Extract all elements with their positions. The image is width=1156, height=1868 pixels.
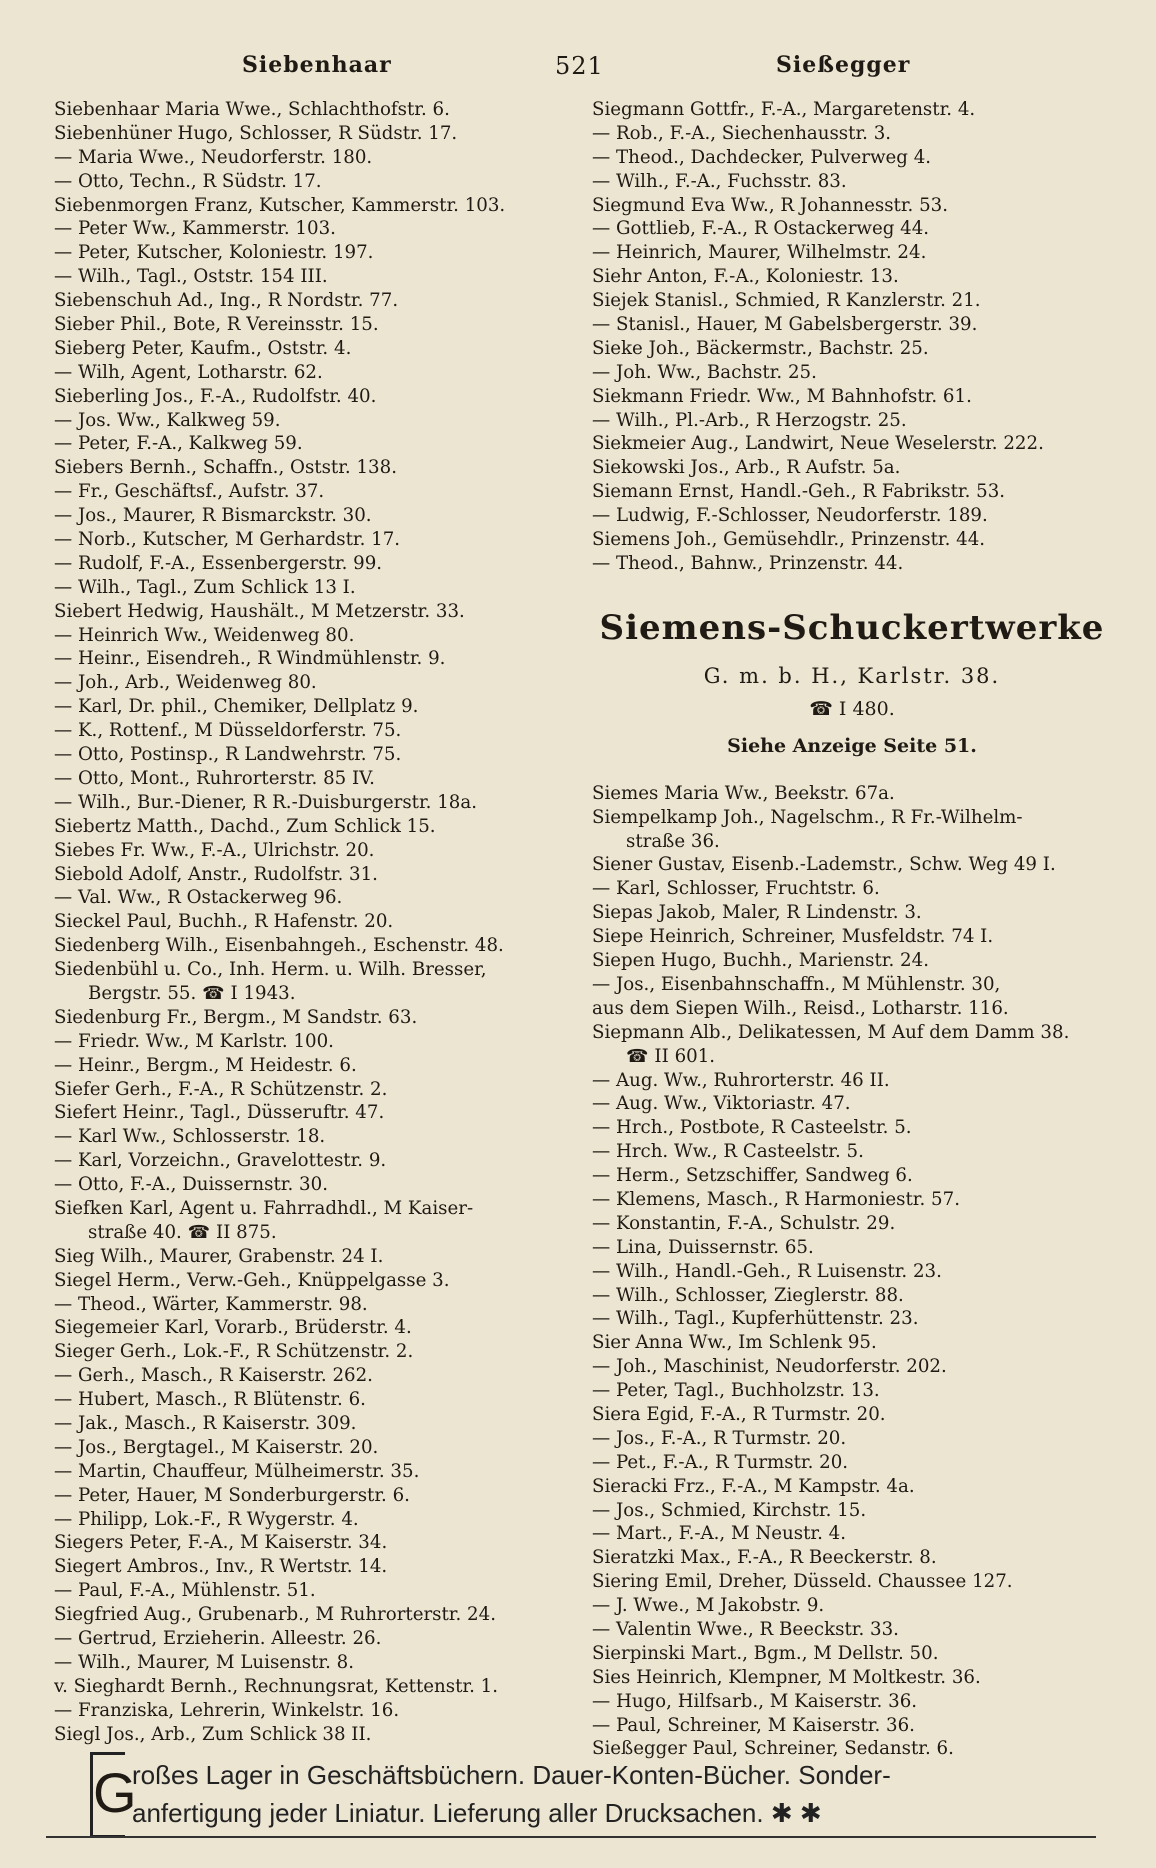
advert-subtitle: G. m. b. H., Karlstr. 38. [703, 663, 1001, 688]
directory-entry: — Joh., Maschinist, Neudorferstr. 202. [592, 1356, 947, 1378]
directory-entry: — J. Wwe., M Jakobstr. 9. [592, 1595, 825, 1617]
directory-entry: — Wilh., Tagl., Oststr. 154 III. [54, 266, 328, 288]
directory-entry: — Jos., Eisenbahnschaffn., M Mühlenstr. 30, [592, 973, 1001, 995]
directory-entry: — Hubert, Masch., R Blütenstr. 6. [54, 1389, 366, 1411]
page-number: 521 [555, 52, 604, 80]
directory-entry: Siebenschuh Ad., Ing., R Nordstr. 77. [54, 290, 399, 312]
directory-entry: — K., Rottenf., M Düsseldorferstr. 75. [54, 720, 402, 742]
directory-entry: Sieger Gerh., Lok.-F., R Schützenstr. 2. [54, 1341, 414, 1363]
directory-entry: Siefken Karl, Agent u. Fahrradhdl., M Kaiser- [54, 1197, 474, 1219]
directory-entry: — Theod., Dachdecker, Pulverweg 4. [592, 146, 932, 168]
directory-entry: — Aug. Ww., Viktoriastr. 47. [592, 1093, 851, 1115]
directory-entry: — Otto, Postinsp., R Landwehrstr. 75. [54, 744, 402, 766]
directory-entry: — Heinrich Ww., Weidenweg 80. [54, 624, 355, 646]
directory-entry: — Gottlieb, F.-A., R Ostackerweg 44. [592, 218, 930, 240]
directory-entry: Siener Gustav, Eisenb.-Lademstr., Schw. Weg 49 I. [592, 854, 1056, 876]
directory-entry: Siebenhüner Hugo, Schlosser, R Südstr. 17. [54, 122, 458, 144]
directory-entry: — Peter, Hauer, M Sonderburgerstr. 6. [54, 1484, 410, 1506]
directory-entry: — Joh. Ww., Bachstr. 25. [592, 361, 817, 383]
directory-entry: — Wilh., Handl.-Geh., R Luisenstr. 23. [592, 1260, 942, 1282]
directory-entry: — Jos., Schmied, Kirchstr. 15. [592, 1499, 867, 1521]
directory-entry: — Valentin Wwe., R Beeckstr. 33. [592, 1618, 899, 1640]
directory-entry: — Wilh., Maurer, M Luisenstr. 8. [54, 1651, 355, 1673]
directory-entry: — Hrch. Ww., R Casteelstr. 5. [592, 1141, 864, 1163]
directory-entry: Siedenberg Wilh., Eisenbahngeh., Eschenstr. 48. [54, 935, 504, 957]
directory-entry: — Wilh, Agent, Lotharstr. 62. [54, 361, 323, 383]
footer-advert [132, 1756, 1062, 1832]
directory-entry: — Karl, Schlosser, Fruchtstr. 6. [592, 878, 880, 900]
directory-entry: — Aug. Ww., Ruhrorterstr. 46 II. [592, 1069, 890, 1091]
directory-entry: Sieckel Paul, Buchh., R Hafenstr. 20. [54, 911, 394, 933]
directory-entry: — Lina, Duissernstr. 65. [592, 1236, 814, 1258]
directory-entry: — Karl, Vorzeichn., Gravelottestr. 9. [54, 1150, 387, 1172]
directory-entry: Siepmann Alb., Delikatessen, M Auf dem Damm 38. [592, 1021, 1070, 1043]
directory-entry: Siebert Hedwig, Haushält., M Metzerstr. 33. [54, 600, 465, 622]
directory-entry: Sierpinski Mart., Bgm., M Dellstr. 50. [592, 1642, 939, 1664]
directory-entry: — Jos. Ww., Kalkweg 59. [54, 409, 281, 431]
directory-entry: Sieberling Jos., F.-A., Rudolfstr. 40. [54, 385, 377, 407]
directory-entry: — Karl, Dr. phil., Chemiker, Dellplatz 9. [54, 696, 419, 718]
directory-entry: — Jak., Masch., R Kaiserstr. 309. [54, 1412, 357, 1434]
directory-entry: — Jos., Maurer, R Bismarckstr. 30. [54, 505, 372, 527]
directory-entry: Bergstr. 55. ☎ I 1943. [88, 982, 296, 1004]
directory-entry: — Hugo, Hilfsarb., M Kaiserstr. 36. [592, 1690, 918, 1712]
directory-entry: — Theod., Wärter, Kammerstr. 98. [54, 1293, 368, 1315]
directory-entry: — Wilh., Pl.-Arb., R Herzogstr. 25. [592, 409, 907, 431]
directory-entry: Siegert Ambros., Inv., R Wertstr. 14. [54, 1556, 388, 1578]
directory-entry: Siefer Gerh., F.-A., R Schützenstr. 2. [54, 1078, 388, 1100]
directory-entry: Siejek Stanisl., Schmied, R Kanzlerstr. 21. [592, 290, 981, 312]
advert-title: Siemens-Schuckertwerke [599, 607, 1105, 648]
directory-entry: Siepas Jakob, Maler, R Lindenstr. 3. [592, 902, 922, 924]
directory-entry: Siedenbühl u. Co., Inh. Herm. u. Wilh. Bresser, [54, 959, 487, 981]
directory-entry: Siebes Fr. Ww., F.-A., Ulrichstr. 20. [54, 839, 375, 861]
directory-entry: — Peter, Kutscher, Koloniestr. 197. [54, 242, 374, 264]
advert-phone: ☎ I 480. [809, 697, 895, 720]
directory-entry: — Martin, Chauffeur, Mülheimerstr. 35. [54, 1460, 420, 1482]
directory-entry: — Jos., F.-A., R Turmstr. 20. [592, 1427, 847, 1449]
directory-entry: — Konstantin, F.-A., Schulstr. 29. [592, 1212, 896, 1234]
footer-rule [46, 1836, 1096, 1838]
directory-entry: — Peter, F.-A., Kalkweg 59. [54, 433, 303, 455]
directory-entry: Siegel Herm., Verw.-Geh., Knüppelgasse 3. [54, 1269, 450, 1291]
directory-entry: Sießegger Paul, Schreiner, Sedanstr. 6. [592, 1738, 954, 1760]
directory-entry: — Gerh., Masch., R Kaiserstr. 262. [54, 1365, 373, 1387]
directory-entry: — Paul, F.-A., Mühlenstr. 51. [54, 1580, 316, 1602]
directory-entry: Sies Heinrich, Klempner, M Moltkestr. 36. [592, 1666, 981, 1688]
directory-entry: Sieke Joh., Bäckermstr., Bachstr. 25. [592, 337, 929, 359]
directory-entry: — Peter, Tagl., Buchholzstr. 13. [592, 1380, 880, 1402]
directory-entry: Siegmann Gottfr., F.-A., Margaretenstr. 4. [592, 99, 976, 120]
directory-entry: — Otto, Mont., Ruhrorterstr. 85 IV. [54, 767, 375, 789]
directory-entry: — Peter Ww., Kammerstr. 103. [54, 218, 336, 240]
directory-entry: Siemann Ernst, Handl.-Geh., R Fabrikstr. 53. [592, 481, 1006, 503]
directory-entry: ☎ II 601. [626, 1045, 716, 1067]
directory-entry: v. Sieghardt Bernh., Rechnungsrat, Kettenstr. 1. [54, 1675, 499, 1697]
right-column-bottom-entries [592, 782, 1112, 1762]
directory-entry: — Mart., F.-A., M Neustr. 4. [592, 1523, 847, 1545]
directory-entry: — Wilh., Bur.-Diener, R R.-Duisburgerstr. 18a. [54, 791, 477, 813]
directory-entry: — Val. Ww., R Ostackerweg 96. [54, 887, 343, 909]
directory-entry: — Theod., Bahnw., Prinzenstr. 44. [592, 552, 904, 574]
directory-entry: — Karl Ww., Schlosserstr. 18. [54, 1126, 326, 1148]
directory-entry: Siepen Hugo, Buchh., Marienstr. 24. [592, 950, 929, 972]
directory-entry: — Rob., F.-A., Siechenhausstr. 3. [592, 122, 892, 144]
directory-entry: — Franziska, Lehrerin, Winkelstr. 16. [54, 1699, 400, 1721]
footer-line-1: roßes Lager in Geschäftsbüchern. Dauer-Konten-Bücher. Sonder- [132, 1760, 891, 1790]
footer-initial: G [90, 1752, 125, 1838]
directory-entry: Siebenmorgen Franz, Kutscher, Kammerstr. 103. [54, 194, 506, 216]
directory-entry: — Wilh., Tagl., Kupferhüttenstr. 23. [592, 1308, 919, 1330]
directory-entry: — Heinrich, Maurer, Wilhelmstr. 24. [592, 242, 927, 264]
directory-entry: Siekowski Jos., Arb., R Aufstr. 5a. [592, 457, 901, 479]
directory-entry: Sier Anna Ww., Im Schlenk 95. [592, 1332, 877, 1354]
directory-entry: — Gertrud, Erzieherin. Alleestr. 26. [54, 1628, 382, 1649]
siemens-advert [592, 606, 1112, 766]
directory-entry: straße 40. ☎ II 875. [88, 1221, 277, 1243]
directory-entry: Siehr Anton, F.-A., Koloniestr. 13. [592, 266, 899, 288]
directory-entry: Siegl Jos., Arb., Zum Schlick 38 II. [54, 1723, 372, 1745]
directory-entry: — Stanisl., Hauer, M Gabelsbergerstr. 39. [592, 314, 978, 336]
directory-entry: — Wilh., Schlosser, Zieglerstr. 88. [592, 1284, 904, 1306]
directory-entry: Siering Emil, Dreher, Düsseld. Chaussee 127. [592, 1571, 1013, 1593]
directory-entry: — Friedr. Ww., M Karlstr. 100. [54, 1030, 334, 1052]
directory-entry: Siegemeier Karl, Vorarb., Brüderstr. 4. [54, 1317, 412, 1339]
directory-entry: Sieber Phil., Bote, R Vereinsstr. 15. [54, 314, 379, 336]
advert-reference: Siehe Anzeige Seite 51. [727, 734, 977, 757]
directory-entry: Siedenburg Fr., Bergm., M Sandstr. 63. [54, 1006, 418, 1028]
directory-entry: — Philipp, Lok.-F., R Wygerstr. 4. [54, 1508, 359, 1530]
directory-entry: — Joh., Arb., Weidenweg 80. [54, 672, 317, 694]
directory-entry: Sieratzki Max., F.-A., R Beeckerstr. 8. [592, 1547, 937, 1569]
directory-entry: — Wilh., F.-A., Fuchsstr. 83. [592, 170, 847, 192]
directory-entry: Siekmann Friedr. Ww., M Bahnhofstr. 61. [592, 385, 972, 407]
directory-entry: Siempelkamp Joh., Nagelschm., R Fr.-Wilhelm- [592, 806, 1023, 828]
directory-entry: Siera Egid, F.-A., R Turmstr. 20. [592, 1403, 886, 1425]
directory-entry: Siepe Heinrich, Schreiner, Musfeldstr. 74 I. [592, 926, 994, 948]
directory-entry: Siekmeier Aug., Landwirt, Neue Weselerstr. 222. [592, 433, 1044, 455]
directory-entry: aus dem Siepen Wilh., Reisd., Lotharstr. 116. [592, 997, 1009, 1019]
directory-entry: Siemens Joh., Gemüsehdlr., Prinzenstr. 44. [592, 529, 986, 551]
directory-entry: — Maria Wwe., Neudorferstr. 180. [54, 146, 373, 168]
left-column [54, 98, 584, 1746]
directory-entry: Sieracki Frz., F.-A., M Kampstr. 4a. [592, 1475, 915, 1497]
directory-entry: — Paul, Schreiner, M Kaiserstr. 36. [592, 1714, 915, 1736]
directory-entry: Siegers Peter, F.-A., M Kaiserstr. 34. [54, 1532, 388, 1554]
directory-entry: Siebold Adolf, Anstr., Rudolfstr. 31. [54, 863, 378, 885]
directory-entry: Siefert Heinr., Tagl., Düsseruftr. 47. [54, 1102, 385, 1124]
directory-entry: Sieg Wilh., Maurer, Grabenstr. 24 I. [54, 1245, 384, 1267]
directory-entry: Siebenhaar Maria Wwe., Schlachthofstr. 6. [54, 99, 450, 120]
directory-entry: — Heinr., Eisendreh., R Windmühlenstr. 9. [54, 648, 446, 670]
directory-entry: — Wilh., Tagl., Zum Schlick 13 I. [54, 576, 356, 598]
directory-entry: Siemes Maria Ww., Beekstr. 67a. [592, 782, 895, 804]
directory-entry: — Fr., Geschäftsf., Aufstr. 37. [54, 481, 325, 503]
directory-entry: Siegmund Eva Ww., R Johannesstr. 53. [592, 194, 949, 216]
footer-line-2: anfertigung jeder Liniatur. Lieferung aller Drucksachen. ✱ ✱ [132, 1798, 822, 1828]
directory-entry: — Rudolf, F.-A., Essenbergerstr. 99. [54, 552, 383, 574]
directory-entry: — Hrch., Postbote, R Casteelstr. 5. [592, 1117, 912, 1139]
directory-entry: — Otto, F.-A., Duissernstr. 30. [54, 1174, 328, 1196]
directory-entry: — Herm., Setzschiffer, Sandweg 6. [592, 1165, 913, 1187]
running-head-right: Sießegger [776, 52, 911, 78]
running-head-left: Siebenhaar [242, 52, 392, 78]
directory-entry: — Ludwig, F.-Schlosser, Neudorferstr. 189. [592, 505, 988, 527]
directory-entry: — Otto, Techn., R Südstr. 17. [54, 170, 322, 192]
directory-entry: — Jos., Bergtagel., M Kaiserstr. 20. [54, 1436, 379, 1458]
directory-entry: straße 36. [626, 830, 720, 852]
directory-entry: — Pet., F.-A., R Turmstr. 20. [592, 1451, 849, 1473]
right-column [592, 98, 1112, 1761]
directory-entry: — Heinr., Bergm., M Heidestr. 6. [54, 1054, 357, 1076]
directory-entry: Sieberg Peter, Kaufm., Oststr. 4. [54, 337, 352, 359]
directory-entry: — Klemens, Masch., R Harmoniestr. 57. [592, 1188, 960, 1210]
directory-entry: Siegfried Aug., Grubenarb., M Ruhrorterstr. 24. [54, 1604, 496, 1626]
directory-entry: Siebertz Matth., Dachd., Zum Schlick 15. [54, 815, 436, 837]
directory-entry: — Norb., Kutscher, M Gerhardstr. 17. [54, 529, 401, 551]
directory-entry: Siebers Bernh., Schaffn., Oststr. 138. [54, 457, 397, 479]
right-column-top-entries [592, 98, 1112, 576]
